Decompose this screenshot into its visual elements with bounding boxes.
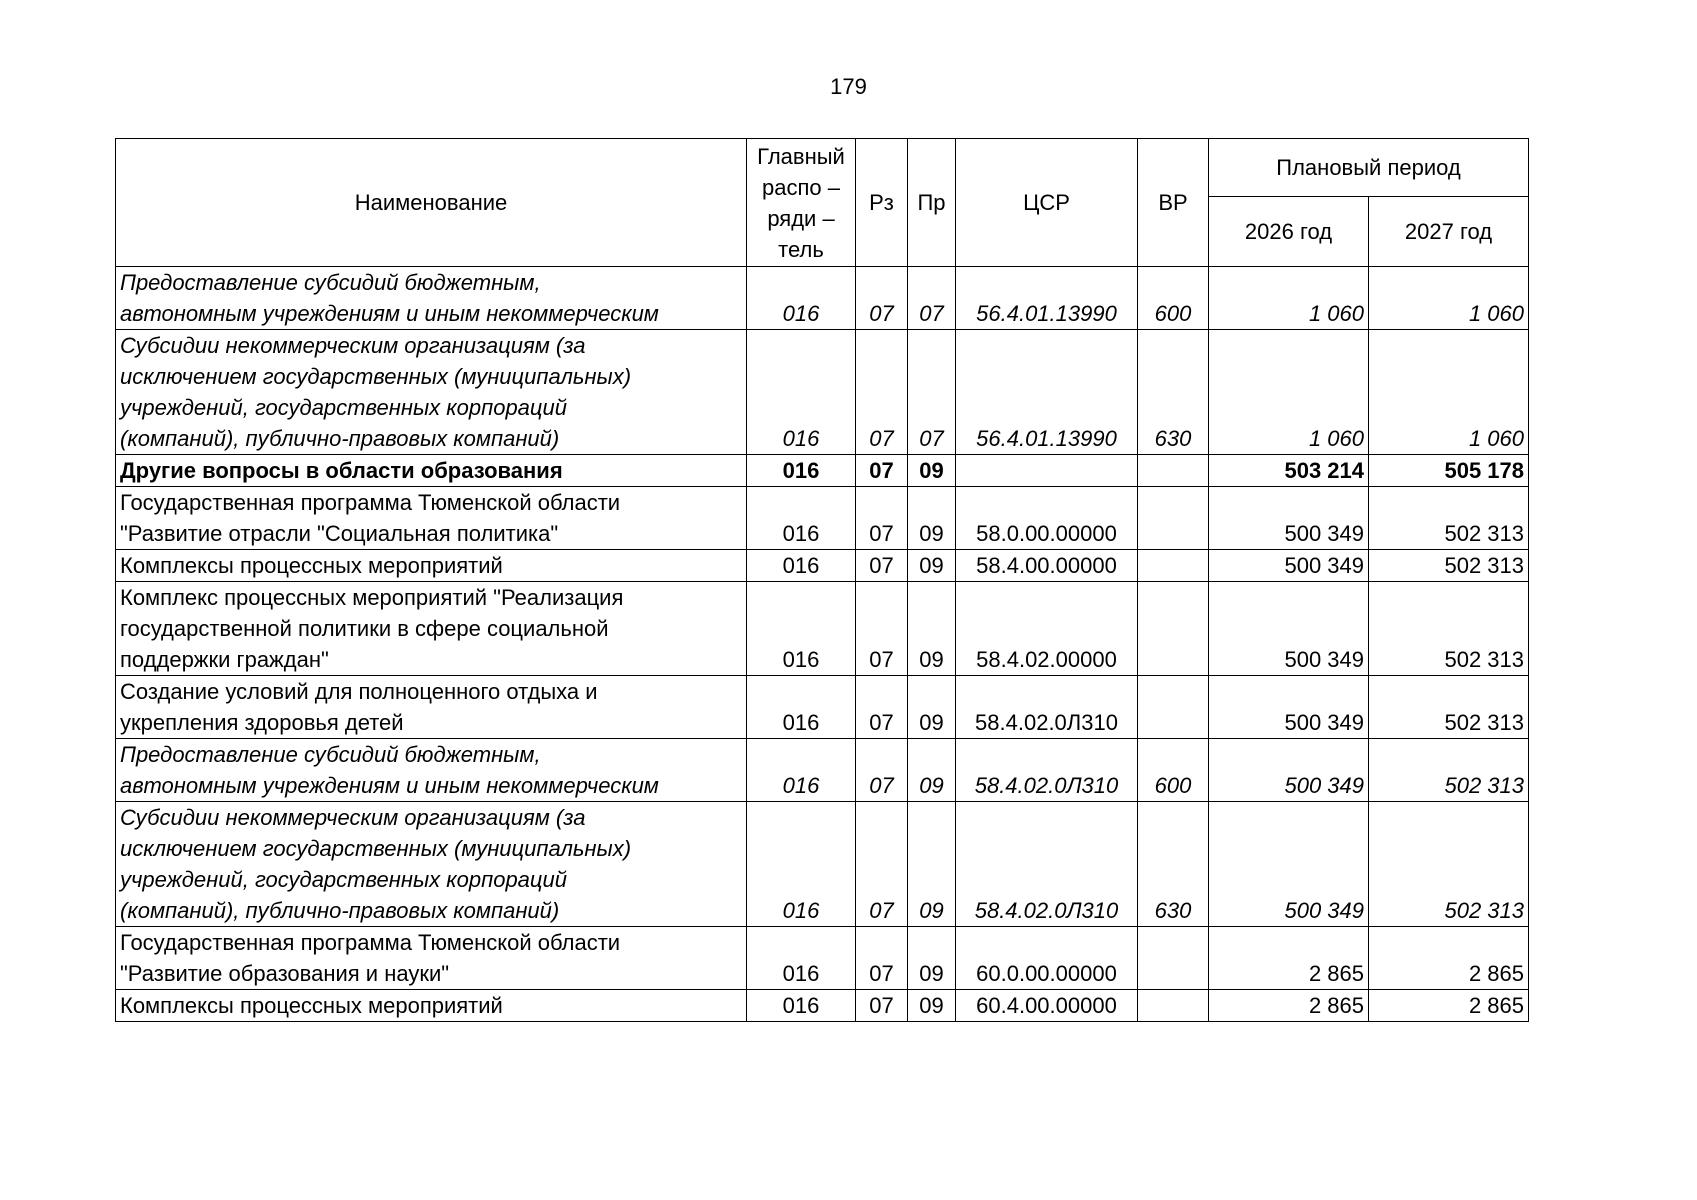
row-chief-administrator: 016 bbox=[747, 550, 856, 582]
row-subsection: 09 bbox=[908, 739, 956, 802]
table-row bbox=[116, 267, 1529, 330]
table-row bbox=[116, 676, 1529, 739]
row-expense-type: 630 bbox=[1138, 330, 1209, 455]
row-expense-type bbox=[1138, 676, 1209, 739]
row-amount-2027: 1 060 bbox=[1369, 267, 1529, 330]
row-amount-2027: 502 313 bbox=[1369, 550, 1529, 582]
row-subsection: 09 bbox=[908, 487, 956, 550]
table-row bbox=[116, 330, 1529, 455]
row-target-article: 58.4.02.0Л310 bbox=[956, 676, 1138, 739]
row-name bbox=[116, 455, 747, 487]
row-amount-2026: 2 865 bbox=[1209, 990, 1369, 1022]
table-row bbox=[116, 550, 1529, 582]
row-subsection: 09 bbox=[908, 550, 956, 582]
row-amount-2026: 500 349 bbox=[1209, 676, 1369, 739]
row-name bbox=[116, 582, 747, 676]
row-section: 07 bbox=[856, 550, 908, 582]
row-expense-type: 600 bbox=[1138, 739, 1209, 802]
row-amount-2026: 2 865 bbox=[1209, 927, 1369, 990]
row-expense-type bbox=[1138, 927, 1209, 990]
row-subsection: 09 bbox=[908, 802, 956, 927]
row-expense-type bbox=[1138, 487, 1209, 550]
header-year-2027: 2027 год bbox=[1369, 197, 1529, 267]
table-row bbox=[116, 487, 1529, 550]
row-name-text: Государственная программа Тюменской области "Развитие отрасли "Социальная политика" bbox=[120, 490, 621, 546]
row-section: 07 bbox=[856, 455, 908, 487]
row-name bbox=[116, 927, 747, 990]
row-name-text: Комплекс процессных мероприятий "Реализация государственной политики в сфере социальной поддержки граждан" bbox=[120, 585, 624, 672]
table-row bbox=[116, 802, 1529, 927]
row-name bbox=[116, 330, 747, 455]
row-name bbox=[116, 267, 747, 330]
header-year-2026: 2026 год bbox=[1209, 197, 1369, 267]
row-amount-2027: 2 865 bbox=[1369, 990, 1529, 1022]
row-target-article: 58.4.00.00000 bbox=[956, 550, 1138, 582]
row-amount-2027: 505 178 bbox=[1369, 455, 1529, 487]
row-expense-type bbox=[1138, 550, 1209, 582]
table-row bbox=[116, 990, 1529, 1022]
row-target-article bbox=[956, 455, 1138, 487]
row-chief-administrator: 016 bbox=[747, 739, 856, 802]
row-target-article: 60.0.00.00000 bbox=[956, 927, 1138, 990]
row-amount-2026: 500 349 bbox=[1209, 550, 1369, 582]
row-name-text: Субсидии некоммерческим организациям (за исключением государственных (муниципальных) учреждений, государственных корпораций (компаний), публично-правовых компаний) bbox=[120, 805, 632, 923]
row-subsection: 09 bbox=[908, 582, 956, 676]
row-target-article: 58.4.02.0Л310 bbox=[956, 802, 1138, 927]
row-name-text: Предоставление субсидий бюджетным, автономным учреждениям и иным некоммерческим bbox=[120, 270, 659, 326]
row-name-text: Комплексы процессных мероприятий bbox=[120, 553, 503, 578]
row-expense-type bbox=[1138, 582, 1209, 676]
row-name-text: Субсидии некоммерческим организациям (за исключением государственных (муниципальных) учреждений, государственных корпораций (компаний), публично-правовых компаний) bbox=[120, 333, 632, 451]
table-row bbox=[116, 739, 1529, 802]
row-section: 07 bbox=[856, 927, 908, 990]
row-expense-type bbox=[1138, 990, 1209, 1022]
row-section: 07 bbox=[856, 582, 908, 676]
table-row bbox=[116, 582, 1529, 676]
row-chief-administrator: 016 bbox=[747, 990, 856, 1022]
row-amount-2027: 502 313 bbox=[1369, 802, 1529, 927]
row-target-article: 56.4.01.13990 bbox=[956, 267, 1138, 330]
row-name-text: Другие вопросы в области образования bbox=[120, 458, 563, 483]
table-row bbox=[116, 927, 1529, 990]
header-expense-type: ВР bbox=[1138, 139, 1209, 267]
row-expense-type bbox=[1138, 455, 1209, 487]
row-target-article: 60.4.00.00000 bbox=[956, 990, 1138, 1022]
row-name-text: Комплексы процессных мероприятий bbox=[120, 993, 503, 1018]
row-name bbox=[116, 990, 747, 1022]
row-amount-2026: 500 349 bbox=[1209, 582, 1369, 676]
header-subsection: Пр bbox=[908, 139, 956, 267]
row-amount-2027: 502 313 bbox=[1369, 739, 1529, 802]
row-name-text: Предоставление субсидий бюджетным, автономным учреждениям и иным некоммерческим bbox=[120, 742, 659, 798]
row-chief-administrator: 016 bbox=[747, 676, 856, 739]
row-chief-administrator: 016 bbox=[747, 330, 856, 455]
row-amount-2026: 500 349 bbox=[1209, 739, 1369, 802]
table-row bbox=[116, 455, 1529, 487]
row-amount-2027: 2 865 bbox=[1369, 927, 1529, 990]
row-chief-administrator: 016 bbox=[747, 582, 856, 676]
row-chief-administrator: 016 bbox=[747, 267, 856, 330]
page-number: 179 bbox=[830, 74, 867, 99]
row-target-article: 58.4.02.00000 bbox=[956, 582, 1138, 676]
row-amount-2027: 502 313 bbox=[1369, 676, 1529, 739]
row-expense-type: 600 bbox=[1138, 267, 1209, 330]
row-subsection: 09 bbox=[908, 927, 956, 990]
row-amount-2026: 503 214 bbox=[1209, 455, 1369, 487]
row-section: 07 bbox=[856, 330, 908, 455]
row-section: 07 bbox=[856, 267, 908, 330]
row-target-article: 58.0.00.00000 bbox=[956, 487, 1138, 550]
row-amount-2027: 502 313 bbox=[1369, 487, 1529, 550]
row-amount-2026: 1 060 bbox=[1209, 267, 1369, 330]
row-amount-2027: 1 060 bbox=[1369, 330, 1529, 455]
table-body bbox=[116, 267, 1529, 1022]
row-subsection: 09 bbox=[908, 455, 956, 487]
row-subsection: 07 bbox=[908, 267, 956, 330]
row-expense-type: 630 bbox=[1138, 802, 1209, 927]
header-section: Рз bbox=[856, 139, 908, 267]
row-chief-administrator: 016 bbox=[747, 487, 856, 550]
row-subsection: 07 bbox=[908, 330, 956, 455]
row-chief-administrator: 016 bbox=[747, 455, 856, 487]
row-target-article: 56.4.01.13990 bbox=[956, 330, 1138, 455]
row-name bbox=[116, 739, 747, 802]
budget-table bbox=[115, 138, 1529, 1022]
row-section: 07 bbox=[856, 802, 908, 927]
row-target-article: 58.4.02.0Л310 bbox=[956, 739, 1138, 802]
row-amount-2026: 1 060 bbox=[1209, 330, 1369, 455]
row-name bbox=[116, 550, 747, 582]
row-section: 07 bbox=[856, 739, 908, 802]
row-section: 07 bbox=[856, 990, 908, 1022]
row-name-text: Создание условий для полноценного отдыха и укрепления здоровья детей bbox=[120, 679, 598, 735]
header-chief-administrator: Главный распо – ряди – тель bbox=[747, 139, 856, 267]
row-amount-2027: 502 313 bbox=[1369, 582, 1529, 676]
row-subsection: 09 bbox=[908, 676, 956, 739]
row-amount-2026: 500 349 bbox=[1209, 487, 1369, 550]
header-name: Наименование bbox=[116, 139, 747, 267]
header-planned-period: Плановый период bbox=[1209, 139, 1529, 197]
row-chief-administrator: 016 bbox=[747, 802, 856, 927]
header-target-article: ЦСР bbox=[956, 139, 1138, 267]
row-section: 07 bbox=[856, 676, 908, 739]
row-name bbox=[116, 676, 747, 739]
row-name bbox=[116, 487, 747, 550]
row-chief-administrator: 016 bbox=[747, 927, 856, 990]
row-name-text: Государственная программа Тюменской области "Развитие образования и науки" bbox=[120, 930, 621, 986]
row-section: 07 bbox=[856, 487, 908, 550]
row-subsection: 09 bbox=[908, 990, 956, 1022]
row-amount-2026: 500 349 bbox=[1209, 802, 1369, 927]
row-name bbox=[116, 802, 747, 927]
